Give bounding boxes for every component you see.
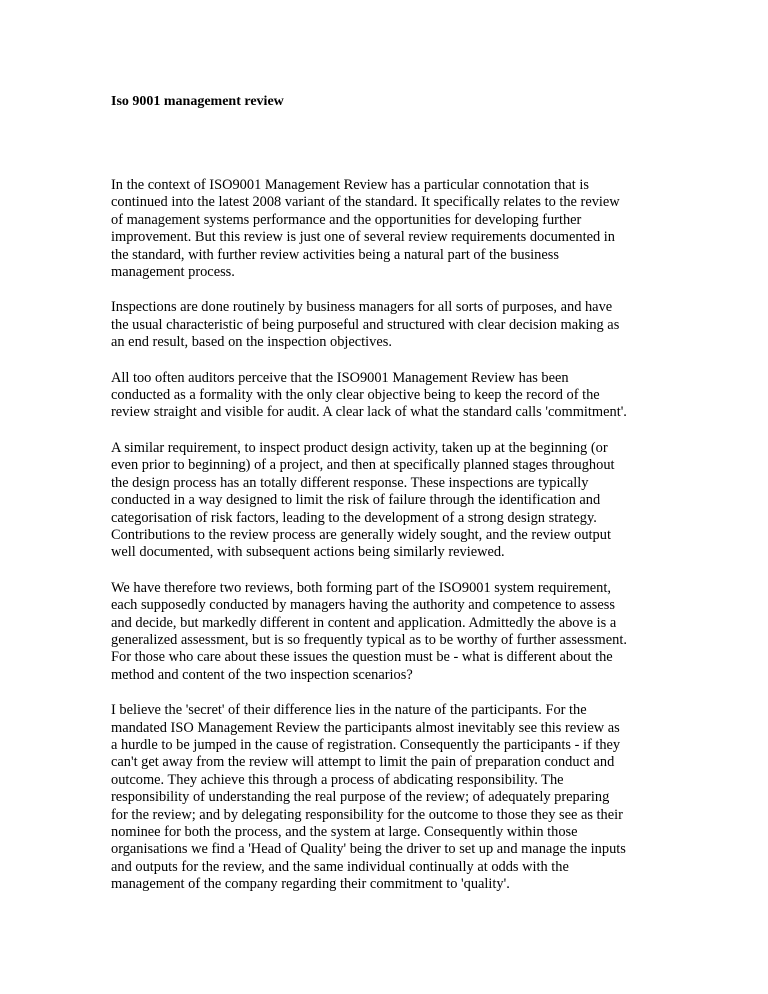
- paragraph: [111, 580, 656, 684]
- text-line: and outputs for the review, and the same individual continually at odds with the: [111, 858, 569, 875]
- text-line: management process.: [111, 264, 235, 281]
- text-line: I believe the 'secret' of their difference lies in the nature of the participants. For the: [111, 702, 587, 719]
- text-line: All too often auditors perceive that the ISO9001 Management Review has been: [111, 369, 569, 386]
- paragraph: [111, 702, 656, 893]
- text-line: can't get away from the review will attempt to limit the pain of preparation conduct and: [111, 754, 615, 771]
- paragraph: [111, 370, 656, 422]
- text-line: well documented, with subsequent actions being similarly reviewed.: [111, 544, 505, 561]
- text-line: conducted as a formality with the only clear objective being to keep the record of the: [111, 387, 600, 404]
- text-line: of management systems performance and the opportunities for developing further: [111, 211, 582, 228]
- text-line: each supposedly conducted by managers having the authority and competence to assess: [111, 597, 615, 614]
- text-line: responsibility of understanding the real purpose of the review; of adequately preparing: [111, 789, 610, 806]
- paragraph: [111, 177, 656, 281]
- paragraph: [111, 299, 656, 351]
- text-line: Inspections are done routinely by business managers for all sorts of purposes, and have: [111, 299, 613, 316]
- text-line: continued into the latest 2008 variant of the standard. It specifically relates to the review: [111, 194, 620, 211]
- text-line: improvement. But this review is just one of several review requirements documented in: [111, 229, 615, 246]
- text-line: Contributions to the review process are generally widely sought, and the review output: [111, 526, 611, 543]
- text-line: nominee for both the process, and the system at large. Consequently within those: [111, 824, 578, 840]
- text-line: review straight and visible for audit. A clear lack of what the standard calls 'commitment'.: [111, 404, 627, 421]
- text-line: mandated ISO Management Review the participants almost inevitably see this review as: [111, 719, 620, 736]
- paragraph: [111, 440, 656, 562]
- text-line: For those who care about these issues the question must be - what is different about the: [111, 649, 613, 666]
- text-line: categorisation of risk factors, leading to the development of a strong design strategy.: [111, 509, 597, 526]
- text-line: for the review; and by delegating responsibility for the outcome to those they see as their: [111, 806, 623, 823]
- text-line: management of the company regarding their commitment to 'quality'.: [111, 876, 510, 893]
- text-line: outcome. They achieve this through a process of abdicating responsibility. The: [111, 771, 564, 788]
- text-line: and decide, but markedly different in content and application. Admittedly the above is a: [111, 614, 617, 631]
- text-line: method and content of the two inspection scenarios?: [111, 666, 413, 683]
- text-line: conducted in a way designed to limit the risk of failure through the identification and: [111, 492, 601, 509]
- text-line: generalized assessment, but is so frequently typical as to be worthy of further assessment.: [111, 631, 627, 648]
- document-body: [111, 177, 656, 912]
- text-line: even prior to beginning) of a project, and then at specifically planned stages throughout: [111, 457, 615, 474]
- text-line: a hurdle to be jumped in the cause of registration. Consequently the participants - if they: [111, 736, 621, 753]
- document-title: Iso 9001 management review: [111, 94, 284, 109]
- text-line: organisations we find a 'Head of Quality' being the driver to set up and manage the inputs: [111, 841, 626, 858]
- text-line: the usual characteristic of being purposeful and structured with clear decision making as: [111, 316, 620, 333]
- text-line: the standard, with further review activities being a natural part of the business: [111, 246, 559, 263]
- text-line: the design process has an totally different response. These inspections are typically: [111, 474, 589, 491]
- text-line: A similar requirement, to inspect product design activity, taken up at the beginning (or: [111, 439, 608, 456]
- text-line: We have therefore two reviews, both forming part of the ISO9001 system requirement,: [111, 579, 611, 596]
- text-line: an end result, based on the inspection objectives.: [111, 334, 392, 351]
- text-line: In the context of ISO9001 Management Review has a particular connotation that is: [111, 177, 589, 193]
